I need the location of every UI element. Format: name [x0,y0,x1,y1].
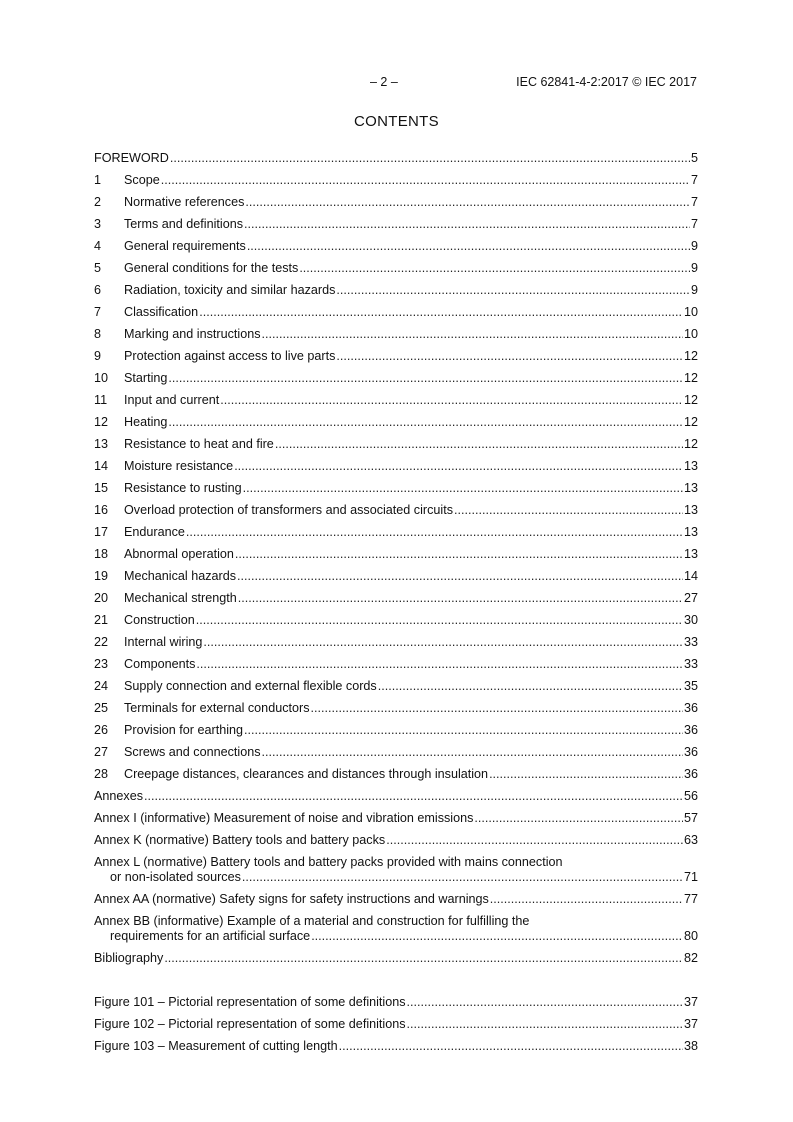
toc-entry-label: Abnormal operation [124,547,234,561]
toc-entry-clause[interactable] [94,760,698,782]
dot-leader [199,305,683,320]
toc-entry-page: 36 [683,723,698,737]
toc-entry-page: 33 [683,635,698,649]
toc-entry-label: Endurance [124,525,185,539]
toc-entry-clause[interactable] [94,562,698,584]
dot-leader [489,767,683,782]
toc-entry-number: 17 [94,525,109,539]
toc-entry-annexes[interactable] [94,782,698,804]
toc-entry-clause[interactable] [94,320,698,342]
dot-leader [407,995,683,1010]
dot-leader [186,525,683,540]
toc-entry-clause[interactable] [94,540,698,562]
toc-entry-label: General conditions for the tests [124,261,299,275]
toc-entry-label: Protection against access to live parts [124,349,336,363]
toc-entry-label: Mechanical hazards [124,569,237,583]
toc-entry-page: 71 [683,870,698,884]
toc-entry-label: Construction [124,613,195,627]
toc-entry-clause[interactable] [94,364,698,386]
toc-entry-page: 82 [683,951,698,965]
toc-entry-clause[interactable] [94,650,698,672]
dot-leader [161,173,690,188]
toc-entry-clause[interactable] [94,232,698,254]
toc-entry-bibliography[interactable] [94,944,698,966]
toc-entry-page: 7 [690,195,698,209]
toc-entry-clause[interactable] [94,474,698,496]
toc-entry-annex-bb[interactable] [94,907,698,944]
dot-leader [247,239,690,254]
toc-entry-clause[interactable] [94,210,698,232]
toc-entry-page: 10 [683,305,698,319]
toc-entry-clause[interactable] [94,584,698,606]
toc-entry-label: Scope [124,173,160,187]
toc-entry-number: 8 [94,327,102,341]
toc-entry-number: 23 [94,657,109,671]
dot-leader [262,327,683,342]
toc-entry-page: 38 [683,1039,698,1053]
dot-leader [244,217,690,232]
dot-leader [238,591,683,606]
toc-entry-number: 11 [94,393,108,407]
toc-entry-number: 6 [94,283,102,297]
toc-entry-number: 14 [94,459,109,473]
toc-entry-label: Normative references [124,195,245,209]
toc-entry-label: Annex BB (informative) Example of a material and construction for fulfilling the [94,914,530,928]
toc-entry-page: 36 [683,767,698,781]
toc-entry-page: 13 [683,503,698,517]
dot-leader [311,701,683,716]
toc-entry-label: Annex AA (normative) Safety signs for safety instructions and warnings [94,892,489,906]
toc-entry-number: 15 [94,481,109,495]
toc-entry-label: Provision for earthing [124,723,244,737]
dot-leader [196,613,683,628]
dot-leader [164,951,683,966]
toc-entry-label: FOREWORD [94,151,169,165]
dot-leader [168,371,683,386]
toc-entry-label: Figure 102 – Pictorial representation of some definitions [94,1017,406,1031]
dot-leader [474,811,683,826]
dot-leader [196,657,683,672]
toc-entry-page: 80 [683,929,698,943]
toc-entry-number: 25 [94,701,109,715]
toc-entry-page: 9 [690,261,698,275]
page-header [0,75,793,95]
toc-entry-label: Marking and instructions [124,327,261,341]
toc-entry-number: 7 [94,305,102,319]
toc-entry-page: 33 [683,657,698,671]
toc-entry-number: 10 [94,371,109,385]
toc-entry-figure[interactable] [94,988,698,1010]
toc-entry-page: 30 [683,613,698,627]
toc-entry-page: 9 [690,283,698,297]
dot-leader [262,745,683,760]
toc-entry-number: 28 [94,767,109,781]
toc-entry-clause[interactable] [94,628,698,650]
dot-leader [144,789,683,804]
toc-entry-label: Overload protection of transformers and associated circuits [124,503,453,517]
dot-leader [378,679,683,694]
toc-entry-page: 13 [683,459,698,473]
toc-entry-clause[interactable] [94,606,698,628]
dot-leader [244,723,683,738]
dot-leader [245,195,690,210]
toc-entry-label: Creepage distances, clearances and distances through insulation [124,767,489,781]
toc-entry-clause[interactable] [94,298,698,320]
toc-entry-page: 12 [683,415,698,429]
clause-list [94,166,698,782]
toc-entry-page: 63 [683,833,698,847]
toc-entry-page: 14 [683,569,698,583]
figure-list [94,988,698,1054]
dot-leader [336,283,690,298]
toc-entry-page: 9 [690,239,698,253]
toc-entry-clause[interactable] [94,386,698,408]
dot-leader [170,151,690,166]
toc-entry-label: Resistance to rusting [124,481,242,495]
toc-entry-page: 35 [683,679,698,693]
toc-entry-number: 2 [94,195,102,209]
toc-entry-clause[interactable] [94,254,698,276]
toc-entry-label: Resistance to heat and fire [124,437,274,451]
toc-entry-page: 36 [683,701,698,715]
toc-entry-page: 13 [683,525,698,539]
toc-entry-number: 5 [94,261,102,275]
toc-entry-label: Annex K (normative) Battery tools and battery packs [94,833,386,847]
toc-entry-label: Screws and connections [124,745,261,759]
toc-entry-foreword[interactable] [94,144,698,166]
standard-reference: IEC 62841-4-2:2017 © IEC 2017 [516,75,697,89]
toc-entry-clause[interactable] [94,430,698,452]
toc-entry-number: 13 [94,437,109,451]
toc-entry-page: 57 [683,811,698,825]
dot-leader [168,415,683,430]
toc-entry-page: 37 [683,995,698,1009]
dot-leader [311,929,683,944]
toc-entry-label: Starting [124,371,168,385]
toc-entry-page: 56 [683,789,698,803]
toc-entry-annex-aa[interactable] [94,885,698,907]
toc-entry-page: 5 [690,151,698,165]
toc-entry-label: General requirements [124,239,246,253]
table-of-contents [94,144,698,1054]
dot-leader [407,1017,683,1032]
toc-entry-label: Classification [124,305,199,319]
toc-entry-label: Terminals for external conductors [124,701,310,715]
toc-entry-number: 12 [94,415,109,429]
dot-leader [203,635,683,650]
toc-entry-page: 37 [683,1017,698,1031]
dot-leader [339,1039,683,1054]
toc-entry-label: Supply connection and external flexible cords [124,679,377,693]
toc-entry-label: Annex I (informative) Measurement of noise and vibration emissions [94,811,474,825]
page-number: – 2 – [370,75,398,89]
toc-entry-page: 12 [683,437,698,451]
toc-entry-label: Radiation, toxicity and similar hazards [124,283,336,297]
toc-entry-number: 9 [94,349,102,363]
toc-entry-label: Terms and definitions [124,217,244,231]
dot-leader [299,261,690,276]
toc-entry-number: 4 [94,239,102,253]
toc-entry-annex-l[interactable] [94,848,698,885]
toc-entry-clause[interactable] [94,342,698,364]
toc-entry-label-continued: requirements for an artificial surface [110,929,311,943]
dot-leader [235,547,683,562]
dot-leader [490,892,683,907]
toc-entry-clause[interactable] [94,716,698,738]
dot-leader [275,437,683,452]
toc-entry-clause[interactable] [94,452,698,474]
toc-entry-label: Annexes [94,789,144,803]
toc-entry-clause[interactable] [94,408,698,430]
toc-entry-label: Mechanical strength [124,591,237,605]
toc-entry-number: 18 [94,547,109,561]
toc-entry-annex-k[interactable] [94,826,698,848]
toc-entry-figure[interactable] [94,1032,698,1054]
dot-leader [220,393,683,408]
toc-entry-page: 7 [690,173,698,187]
toc-entry-number: 22 [94,635,109,649]
toc-entry-clause[interactable] [94,738,698,760]
toc-entry-page: 10 [683,327,698,341]
dot-leader [386,833,683,848]
dot-leader [234,459,683,474]
toc-entry-clause[interactable] [94,276,698,298]
toc-entry-label: Annex L (normative) Battery tools and battery packs provided with mains connection [94,855,563,869]
toc-entry-label: Components [124,657,196,671]
toc-entry-number: 24 [94,679,109,693]
toc-entry-annex-i[interactable] [94,804,698,826]
toc-entry-page: 12 [683,393,698,407]
toc-entry-page: 36 [683,745,698,759]
toc-entry-label-continued: or non-isolated sources [110,870,241,884]
dot-leader [237,569,683,584]
toc-entry-page: 13 [683,481,698,495]
toc-entry-number: 27 [94,745,109,759]
dot-leader [336,349,683,364]
toc-entry-number: 26 [94,723,109,737]
toc-entry-page: 77 [683,892,698,906]
toc-entry-figure[interactable] [94,1010,698,1032]
toc-entry-clause[interactable] [94,496,698,518]
toc-entry-label: Internal wiring [124,635,203,649]
page-title: CONTENTS [354,113,439,130]
toc-entry-clause[interactable] [94,518,698,540]
toc-entry-number: 1 [94,173,102,187]
toc-entry-clause[interactable] [94,166,698,188]
toc-entry-page: 27 [683,591,698,605]
toc-entry-label: Heating [124,415,168,429]
toc-entry-number: 20 [94,591,109,605]
dot-leader [242,870,683,885]
toc-entry-number: 19 [94,569,109,583]
toc-entry-number: 3 [94,217,102,231]
toc-entry-clause[interactable] [94,672,698,694]
dot-leader [243,481,683,496]
toc-entry-page: 12 [683,371,698,385]
toc-entry-clause[interactable] [94,188,698,210]
dot-leader [454,503,683,518]
toc-entry-label: Input and current [124,393,220,407]
toc-entry-page: 13 [683,547,698,561]
toc-entry-page: 7 [690,217,698,231]
toc-entry-label: Moisture resistance [124,459,234,473]
toc-entry-label: Figure 101 – Pictorial representation of some definitions [94,995,406,1009]
toc-entry-label: Figure 103 – Measurement of cutting length [94,1039,338,1053]
toc-entry-label: Bibliography [94,951,164,965]
toc-entry-clause[interactable] [94,694,698,716]
toc-entry-number: 16 [94,503,109,517]
toc-entry-page: 12 [683,349,698,363]
toc-entry-number: 21 [94,613,109,627]
